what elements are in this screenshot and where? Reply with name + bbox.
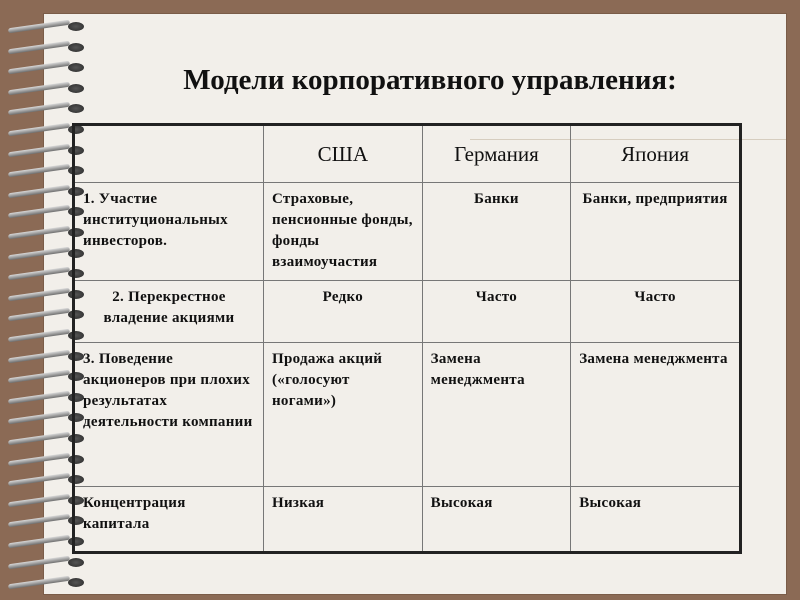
cell-japan: Высокая bbox=[571, 487, 741, 553]
spiral-wire bbox=[8, 246, 70, 260]
table-row bbox=[74, 343, 741, 487]
spiral-ring bbox=[8, 41, 90, 53]
cell-japan: Замена менеджмента bbox=[571, 343, 741, 487]
row-criterion: 1. Участие институциональных инвесторов. bbox=[74, 183, 264, 281]
spiral-wire bbox=[8, 164, 70, 178]
punch-hole bbox=[68, 558, 84, 567]
header-usa: США bbox=[263, 125, 422, 183]
cell-japan: Банки, предприятия bbox=[571, 183, 741, 281]
spiral-wire bbox=[8, 555, 70, 569]
spiral-wire bbox=[8, 370, 70, 384]
slide-title: Модели корпоративного управления: bbox=[183, 64, 677, 96]
row-criterion: 2. Перекрестное владение акциями bbox=[74, 281, 264, 343]
spiral-wire bbox=[8, 267, 70, 281]
spiral-wire bbox=[8, 40, 70, 54]
punch-hole bbox=[68, 22, 84, 31]
cell-usa: Страховые, пенсионные фонды, фонды взаимоучастия bbox=[263, 183, 422, 281]
spiral-ring bbox=[8, 576, 90, 588]
punch-hole bbox=[68, 578, 84, 587]
spiral-wire bbox=[8, 20, 70, 34]
row-criterion: Концентрация капитала bbox=[74, 487, 264, 553]
table-row bbox=[74, 487, 741, 553]
table-row bbox=[74, 281, 741, 343]
cell-usa: Продажа акций («голосуют ногами») bbox=[263, 343, 422, 487]
spiral-wire bbox=[8, 514, 70, 528]
cell-usa: Редко bbox=[263, 281, 422, 343]
spiral-wire bbox=[8, 143, 70, 157]
spiral-wire bbox=[8, 288, 70, 302]
spiral-wire bbox=[8, 576, 70, 590]
cell-germany: Высокая bbox=[422, 487, 571, 553]
spiral-wire bbox=[8, 494, 70, 508]
cell-germany: Часто bbox=[422, 281, 571, 343]
spiral-wire bbox=[8, 349, 70, 363]
spiral-wire bbox=[8, 535, 70, 549]
header-germany: Германия bbox=[422, 125, 571, 183]
spiral-wire bbox=[8, 329, 70, 343]
spiral-wire bbox=[8, 226, 70, 240]
header-blank-cell bbox=[74, 125, 264, 183]
spiral-wire bbox=[8, 452, 70, 466]
spiral-wire bbox=[8, 432, 70, 446]
cell-usa: Низкая bbox=[263, 487, 422, 553]
punch-hole bbox=[68, 43, 84, 52]
spiral-wire bbox=[8, 102, 70, 116]
punch-hole bbox=[68, 104, 84, 113]
spiral-wire bbox=[8, 391, 70, 405]
table-row bbox=[74, 183, 741, 281]
cell-japan: Часто bbox=[571, 281, 741, 343]
spiral-wire bbox=[8, 473, 70, 487]
spiral-ring bbox=[8, 556, 90, 568]
header-japan: Япония bbox=[571, 125, 741, 183]
table-header-row bbox=[74, 125, 741, 183]
row-criterion: 3. Поведение акционеров при плохих результатах деятельности компании bbox=[74, 343, 264, 487]
cell-germany: Банки bbox=[422, 183, 571, 281]
spiral-ring bbox=[8, 102, 90, 114]
spiral-wire bbox=[8, 411, 70, 425]
cell-germany: Замена менеджмента bbox=[422, 343, 571, 487]
spiral-wire bbox=[8, 123, 70, 137]
spiral-wire bbox=[8, 185, 70, 199]
spiral-wire bbox=[8, 205, 70, 219]
spiral-wire bbox=[8, 308, 70, 322]
comparison-table bbox=[72, 123, 742, 554]
spiral-ring bbox=[8, 20, 90, 32]
